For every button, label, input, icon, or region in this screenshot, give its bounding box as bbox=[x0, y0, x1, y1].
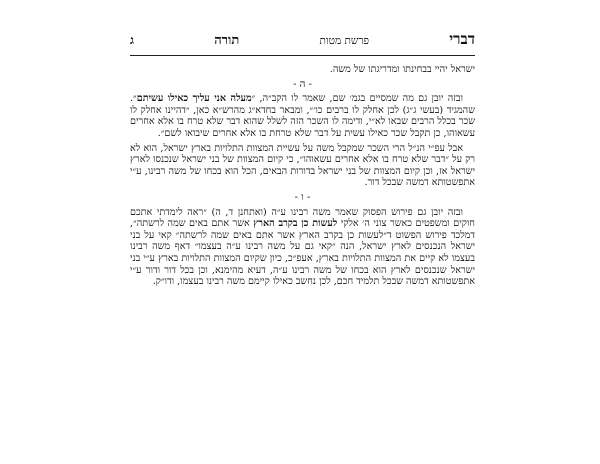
paragraph-3 bbox=[130, 207, 475, 288]
section-marker-5: - ה - bbox=[293, 78, 312, 90]
paragraph-3-bold: לעשות כן בקרב הארץ bbox=[253, 218, 338, 230]
paragraph-1-text-b: ״. שהמגיד (בעשי ג״ג) לכן אחלק לו ברבים כו׳״, ומבאר בחדא״ג מהרש״א כאן, ״דהיינו אחלק לו שכר בכלל הרבים שבאו לא״י, ודימה לו השכר הזה לשלל שהוא דבר שלא טרח בו אלא אחרים עשאוהו, כן תקבל שכר כאילו עשית על דבר שלא טרחת בו אלא אחרים שיבואו לשם״. bbox=[130, 93, 475, 139]
paragraph-3-text-a: ובזה יובן גם פירוש הפסוק שאמר משה רבינו ע״ה (ואתחנן ד, ה) ״ראה לימדתי אתכם חוקים ומשפטים כאשר צוני ה׳ אלקי bbox=[130, 206, 475, 230]
parsha-name: פרשת מטות bbox=[319, 35, 370, 47]
paragraph-3-text-b: אשר אתם באים שמה לרשתה״, דמלכד פירוש הפשוט ד״לעשות כן בקרב הארץ אשר אתם באים שמה לרשתה״ קאי על בני ישראל הנכנסים לארץ ישראל, הנה ״קאי גם על משה רבינו ע״ה בעצמו״ דאף משה רבינו בעצמו לא קיים את המצוות התלויות בארץ, אעפ״כ, כיון שקיום המצוות התלויות בארץ ע״י בני ישראל שנכנסים לארץ הוא בכחו של משה רבינו ע״ה, דעיא מהימנא, וכן בכל דור ודור ע״י אתפשטותא דמשה שבכל תלמיד חכם, לכן נחשב כאילו קיימם משה רבינו בעצמו, ודו״ק. bbox=[130, 218, 475, 288]
document-body bbox=[130, 64, 475, 291]
opening-line: ישראל יהיי בבחינתו ומדריגתו של משה. bbox=[329, 64, 475, 75]
page-header bbox=[130, 30, 475, 54]
book-title: דברי bbox=[449, 30, 475, 48]
header-rule bbox=[130, 55, 475, 56]
torah-label: תורה bbox=[214, 33, 240, 48]
paragraph-2: אבל עפ״י הנ״ל הרי השכר שמקבל משה על עשיית המצוות התלויות בארץ ישראל, הוא לא רק על ״דבר שלא טרח בו אלא אחרים עשאוהו״, כי קיום המצוות של בני ישראל שנכנסו לארץ ישראל אז, וכן קיום המצוות של בני ישראל בדורות הבאים, הכל הוא בכחו של משה רבינו, ע״י אתפשטותא דמשה שבכל דור. bbox=[130, 142, 475, 189]
section-marker-6: - ו - bbox=[294, 191, 311, 203]
paragraph-1 bbox=[130, 93, 475, 139]
page-number: ג bbox=[130, 33, 134, 47]
paragraph-1-text-a: ובזה יובן גם מה שמסיים בגמ׳ שם, שאמר לו הקב״ה, ״ bbox=[251, 93, 463, 105]
paragraph-1-bold: מעלה אני עליך כאילו עשיתם bbox=[136, 93, 252, 105]
